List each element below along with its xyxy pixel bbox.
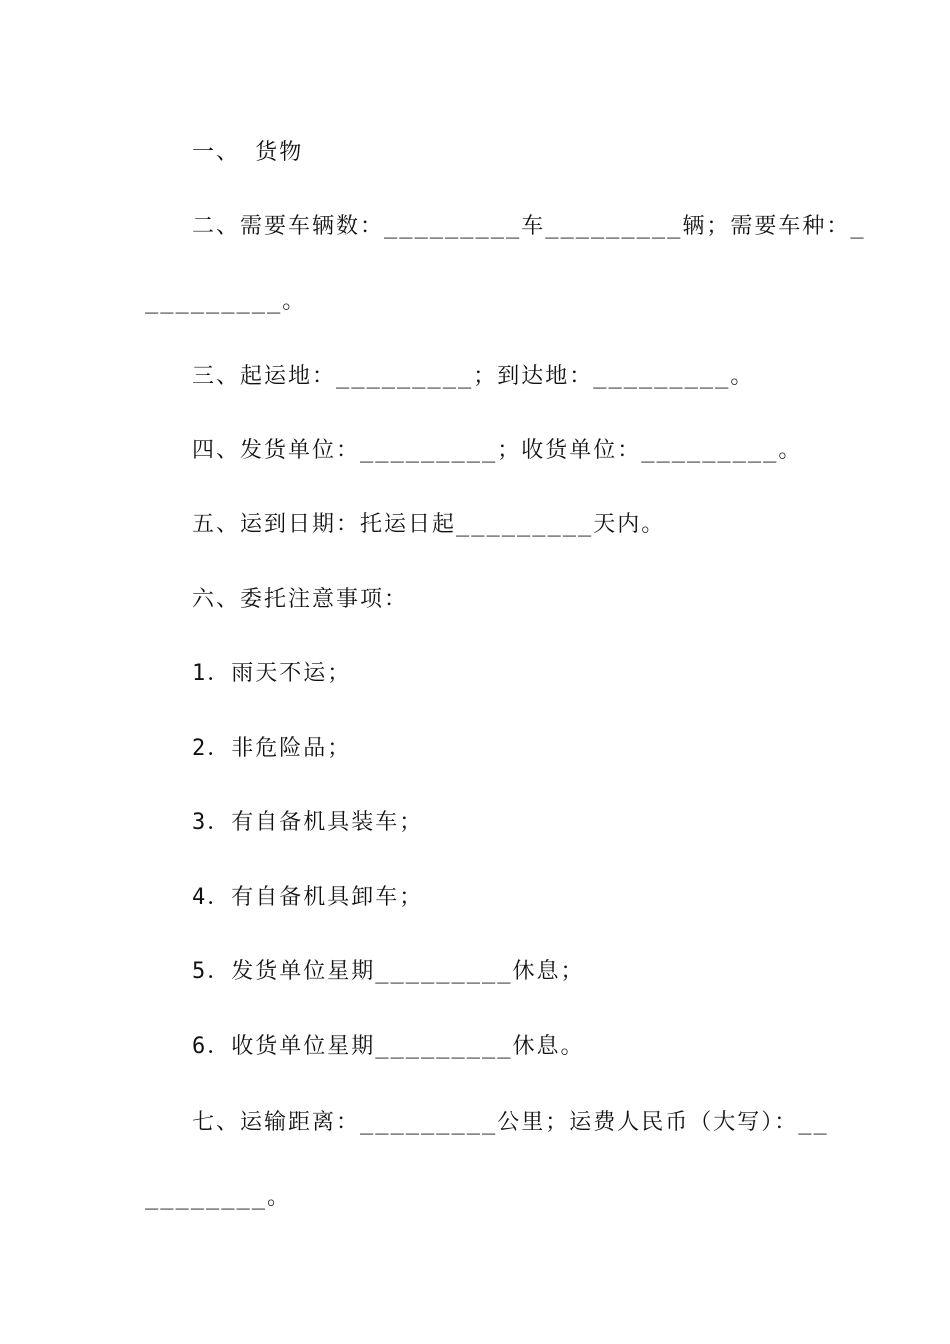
note-item-1: 1．雨天不运； <box>192 661 352 686</box>
section-4-units: 四、发货单位：_________；收货单位：_________。 <box>192 438 803 463</box>
section-5-delivery-date: 五、运到日期：托运日起_________天内。 <box>192 512 666 537</box>
section-3-locations: 三、起运地：_________；到达地：_________。 <box>192 364 755 389</box>
section-7-distance-fee-continued: ________。 <box>145 1185 291 1210</box>
note-item-3: 3．有自备机具装车； <box>192 810 424 835</box>
section-2-vehicles: 二、需要车辆数：_________车_________辆；需要车种：_ <box>192 214 866 239</box>
note-item-4: 4．有自备机具卸车； <box>192 885 424 910</box>
section-1-goods: 一、 货物 <box>192 140 304 165</box>
section-7-distance-fee: 七、运输距离：_________公里；运费人民币（大写）：__ <box>192 1110 829 1135</box>
section-2-vehicles-continued: _________。 <box>145 289 307 314</box>
section-6-notes-heading: 六、委托注意事项： <box>192 587 409 612</box>
note-item-5: 5．发货单位星期_________休息； <box>192 959 585 984</box>
note-item-6: 6．收货单位星期_________休息。 <box>192 1034 585 1059</box>
note-item-2: 2．非危险品； <box>192 736 352 761</box>
